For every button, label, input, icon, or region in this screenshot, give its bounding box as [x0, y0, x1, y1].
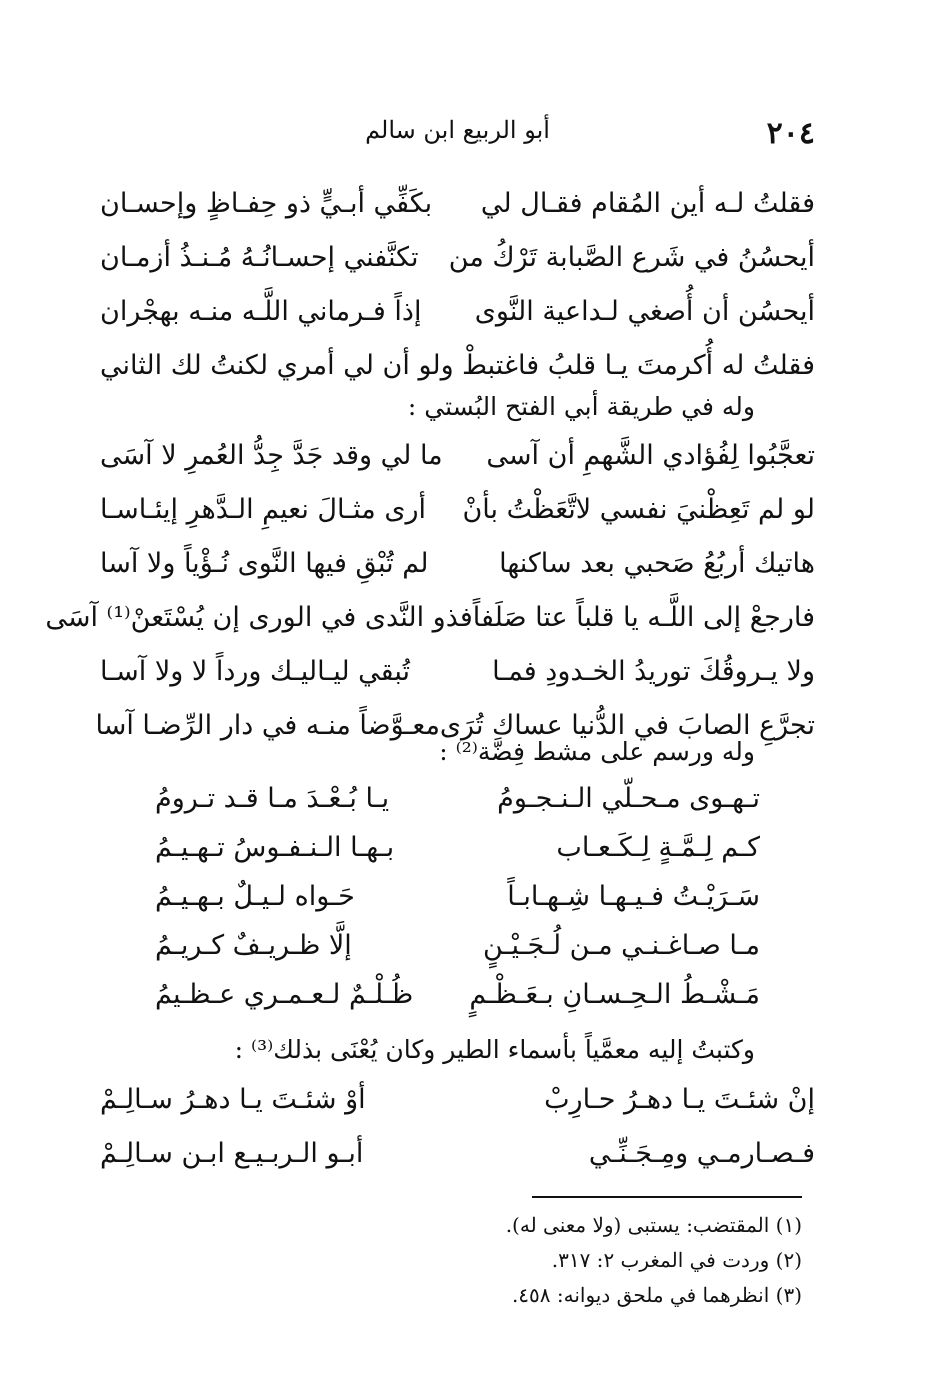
verse-first-hemistich: فارجعْ إلى اللَّـه يا قلباً عتا صَلَفاً [472, 601, 815, 633]
verse-line [100, 230, 815, 284]
verse-first-hemistich: ولا يـروقُكَ توريدُ الخـدودِ فمـا [492, 655, 815, 687]
verse-first-hemistich: هاتيك أربُعُ صَحبي بعد ساكنها [499, 547, 815, 579]
verse-second-hemistich: يـا بُـعْـدَ مـا قـد تـرومُ [155, 783, 390, 814]
verse-line [100, 1126, 815, 1180]
footnote: (٣) انظرهما في ملحق ديوانه: ٤٥٨. [511, 1283, 802, 1307]
page-header [100, 108, 815, 158]
verse-second-hemistich: أبـو الـربـيـع ابـن سـالِـمْ [100, 1137, 364, 1169]
verse-first-hemistich: فقلتُ لـه أين المُقام فقـال لي [480, 187, 815, 219]
verse-first-hemistich: كـم لِـمَّـةٍ لِـكَـعـاب [556, 832, 760, 863]
verse-second-hemistich: إلَّا ظـريـفٌ كـريـمُ [155, 930, 352, 961]
footnote: (٢) وردت في المغرب ٢: ٣١٧. [551, 1248, 802, 1272]
verse-line [100, 428, 815, 482]
section-intro: وكتبتُ إليه معمَّياً بأسماء الطير وكان يُعْنَى بذلك⁽³⁾ : [234, 1035, 755, 1064]
verse-second-hemistich: ما لي وقد جَدَّ جِدُّ العُمرِ لا آسَى [100, 439, 443, 471]
verse-second-hemistich: بـهـا الـنـفـوسُ تـهـيـمُ [155, 832, 395, 863]
verse-line [100, 970, 815, 1019]
verse-line [45, 590, 815, 644]
footnote-divider [532, 1196, 802, 1198]
verse-line [100, 176, 815, 230]
verse-line [100, 774, 815, 823]
verse-second-hemistich: أوْ شئـتَ يـا دهـرُ سـالِـمْ [100, 1083, 366, 1115]
verse-second-hemistich: بكَفِّي أبـيٍّ ذو حِفـاظٍ وإحسـان [100, 187, 433, 219]
verse-second-hemistich: تُبقي ليـاليـك ورداً لا ولا آسـا [100, 655, 410, 687]
footnote: (١) المقتضب: يستبى (ولا معنى له). [505, 1213, 802, 1237]
poem-section-4 [100, 1072, 815, 1180]
running-title: أبو الربيع ابن سالم [365, 116, 550, 144]
verse-line [100, 921, 815, 970]
verse-first-hemistich: تجرَّعِ الصابَ في الدُّنيا عساك تُرَى [439, 709, 815, 741]
verse-first-hemistich: تعجَّبُوا لِفُؤادي الشَّهمِ أن آسى [486, 439, 815, 471]
verse-second-hemistich: حَـواه لـيـلٌ بـهـيـمُ [155, 881, 355, 912]
verse-first-hemistich: فـصـارمـي ومِـجَـنِّـي [588, 1137, 815, 1169]
poem-section-2 [45, 428, 815, 752]
verse-line [100, 338, 815, 392]
verse-first-hemistich: أيحسُن أن أُصغي لـداعية النَّوى [474, 295, 815, 327]
verse-line [100, 823, 815, 872]
verse-second-hemistich: ولو أن لي أمري لكنتُ لك الثاني [100, 349, 454, 381]
footnotes [202, 1208, 802, 1313]
verse-second-hemistich: ظُـلْـمٌ لـعـمـري عـظـيمُ [155, 979, 414, 1010]
section-intro: وله ورسم على مشط فِضَّة⁽²⁾ : [439, 737, 755, 766]
verse-line [100, 482, 815, 536]
verse-second-hemistich: فذو النَّدى في الورى إن يُسْتَعنْ⁽¹⁾ آسَى [45, 601, 473, 633]
verse-line [100, 1072, 815, 1126]
poem-section-1 [100, 176, 815, 392]
section-intro: وله في طريقة أبي الفتح البُستي : [407, 392, 755, 421]
verse-first-hemistich: سَـرَيْـتُ فـيـهـا شِـهـابـاً [507, 881, 760, 912]
verse-first-hemistich: أيحسُنُ في شَرع الصَّبابة تَرْكُ من [448, 241, 815, 273]
verse-first-hemistich: مـا صـاغـنـي مـن لُـجَـيْـنٍ [482, 930, 760, 961]
verse-line [100, 284, 815, 338]
verse-first-hemistich: لو لم تَعِظْنيَ نفسي لاتَّعَظْتُ بأنْ [462, 493, 815, 525]
verse-second-hemistich: لم تُبْقِ فيها النَّوى نُـؤْياً ولا آسا [100, 547, 429, 579]
verse-second-hemistich: معـوَّضاً منـه في دار الرِّضـا آسا [95, 709, 440, 741]
verse-second-hemistich: أرى مثـالَ نعيمِ الـدَّهرِ إيئـاسـا [100, 493, 427, 525]
verse-first-hemistich: مَـشْـطُ الـحِـسـانِ بـعَـظْـمٍ [469, 979, 760, 1010]
verse-first-hemistich: تـهـوى مـحـلّي الـنـجـومُ [497, 783, 760, 814]
verse-line [100, 872, 815, 921]
verse-second-hemistich: تكنَّفني إحسـانُـهُ مُـنـذُ أزمـان [100, 241, 419, 273]
verse-second-hemistich: إذاً فـرماني اللَّـه منـه بهجْران [100, 295, 422, 327]
verse-first-hemistich: فقلتُ له أُكرمتَ يـا قلبُ فاغتبطْ [461, 349, 815, 381]
verse-line [100, 644, 815, 698]
page-number: ٢٠٤ [766, 116, 815, 151]
verse-first-hemistich: إنْ شئـتَ يـا دهـرُ حـارِبْ [544, 1083, 815, 1115]
verse-line [100, 536, 815, 590]
poem-section-3 [100, 774, 815, 1019]
